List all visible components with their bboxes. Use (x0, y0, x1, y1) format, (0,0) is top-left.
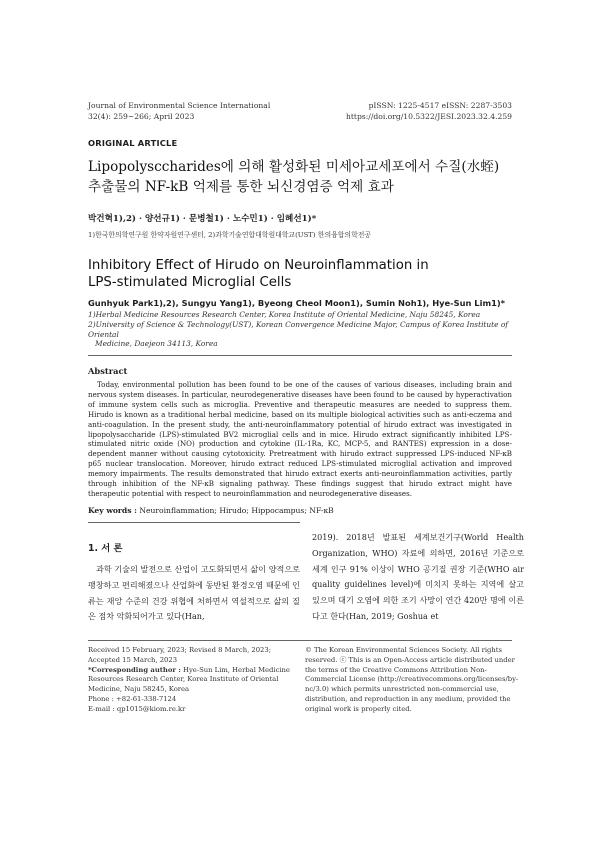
section-heading-introduction: 1. 서 론 (88, 543, 123, 554)
phone: Phone : +82-61-338-7124 (88, 694, 177, 703)
english-affiliation-1: 1)Herbal Medicine Resources Research Center, Korea Institute of Oriental Medicine, Naju 58245, Korea (88, 310, 481, 319)
corr-label: *Corresponding author : (88, 665, 181, 674)
keywords-label: Key words : (88, 506, 137, 515)
intro-left-column: 과학 기술의 발전으로 산업이 고도화되면서 삶이 양적으로 팽창하고 편리해졌으나 산업화에 동반된 환경오염 때문에 인류는 재앙 수준의 건강 위협에 처하면서 역설적으로 삶의 질은 점차 악화되어가고 있다(Han, (88, 564, 300, 622)
korean-title (88, 158, 528, 197)
issn: pISSN: 1225-4517 eISSN: 2287-3503 (368, 101, 512, 110)
corresponding-author (88, 666, 300, 695)
email[interactable]: E-mail : qp1015@kiom.re.kr (88, 704, 186, 713)
divider-top (88, 355, 512, 356)
english-authors: Gunhyuk Park1),2), Sungyu Yang1), Byeong Cheol Moon1), Sumin Noh1), Hye-Sun Lim1)* (88, 298, 505, 308)
accepted-date: Accepted 15 March, 2023 (88, 655, 178, 664)
intro-right-column: 2019). 2018년 발표된 세계보건기구(World Health Organization, WHO) 자료에 의하면, 2016년 기준으로 세계 인구 91% 이상이 WHO 공기질 권장 기준(WHO air quality guidelines level)에 미치지 못하는 지역에 살고 있으며 대기 오염에 의한 조기 사망이 연간 420만 명에 이른다고 한다(Han, 2019; Goshua et (312, 532, 524, 621)
korean-authors: 박건혁1),2) · 양선규1) · 문병철1) · 노수민1) · 임혜선1)* (88, 214, 317, 224)
footnote-license: © The Korean Environmental Sciences Society. All rights reserved. ⓒ This is an Open-Access article distributed under the terms of the Creative Commons Attribution Non-Commercial License (http://creativecommons.org/licenses/by-nc/3.0) which permits unrestricted non-commercial use, distribution, and reproduction in any medium, provided the original work is properly cited. (305, 646, 519, 713)
corr-text: Hye-Sun Lim, Herbal Medicine Resources Research Center, Korea Institute of Oriental Medicine, Naju 58245, Korea (88, 665, 290, 694)
english-affiliation-2-cont: Medicine, Daejeon 34113, Korea (95, 339, 218, 349)
korean-affiliation: 1)한국한의학연구원 한약자원연구센터, 2)과학기술연합대학원대학교(UST) 한의융합의학전공 (88, 231, 372, 239)
keywords (88, 506, 334, 515)
article-type: ORIGINAL ARTICLE (88, 138, 178, 148)
abstract-heading: Abstract (88, 366, 128, 376)
english-affiliation-2: 2)University of Science & Technology(UST), Korean Convergence Medicine Major, Campus of Korea Institute of Oriental (88, 319, 509, 339)
journal-volume: 32(4): 259~266; April 2023 (88, 111, 195, 121)
received-date: Received 15 February, 2023; Revised 8 March, 2023; (88, 646, 271, 654)
doi-link[interactable]: https://doi.org/10.5322/JESI.2023.32.4.259 (345, 111, 512, 121)
english-affiliations (88, 310, 528, 349)
abstract-text: Today, environmental pollution has been found to be one of the causes of various diseases, including brain and nervous system diseases. In particular, neurodegenerative diseases have been found to be caused by hyperactivation of immune system cells such as microglia. Preventive and therapeutic measures are needed to suppress them. Hirudo is known as a traditional herbal medicine, based on its multiple biological activities such as anti-eczema and anti-coagulation. In the present study, the anti-neuroinflammatory potential of hirudo extract was investigated in lipopolysaccharide (LPS)-stimulated BV2 microglial cells and in mice. Hirudo extract significantly inhibited LPS-stimulated nitric oxide (NO) production and cytokine (IL-1Ra, KC, MCP-5, and RANTES) expression in a dose-dependent manner without causing cytotoxicity. Pretreatment with hirudo extract suppressed LPS-induced NF-κB p65 nuclear translocation. Moreover, hirudo extract reduced LPS-stimulated microglial activation and improved memory impairments. The results demonstrated that hirudo extract exerts anti-neuroinflammation activities, partly through inhibition of the NF-κB signaling pathway. These findings suggest that hirudo extract might have therapeutic potential with respect to neuroinflammation and neurodegenerative diseases. (88, 380, 512, 498)
journal-name: Journal of Environmental Science International (88, 101, 271, 110)
divider-bottom (88, 522, 300, 523)
english-title-line1: Inhibitory Effect of Hirudo on Neuroinflammation in (88, 258, 429, 273)
keywords-list: Neuroinflammation; Hirudo; Hippocampus; NF-κB (139, 506, 334, 515)
korean-title-line1: Lipopolysccharides에 의해 활성화된 미세아교세포에서 수질(水蛭) (88, 159, 500, 175)
korean-title-line2: 추출물의 NF-kB 억제를 통한 뇌신경염증 억제 효과 (88, 178, 394, 195)
divider-footnote (88, 640, 512, 641)
footnote-correspondence (88, 646, 300, 715)
issn-header (346, 101, 512, 122)
english-title (88, 257, 528, 291)
english-title-line2: LPS-stimulated Microglial Cells (88, 275, 292, 290)
journal-header (88, 101, 270, 122)
